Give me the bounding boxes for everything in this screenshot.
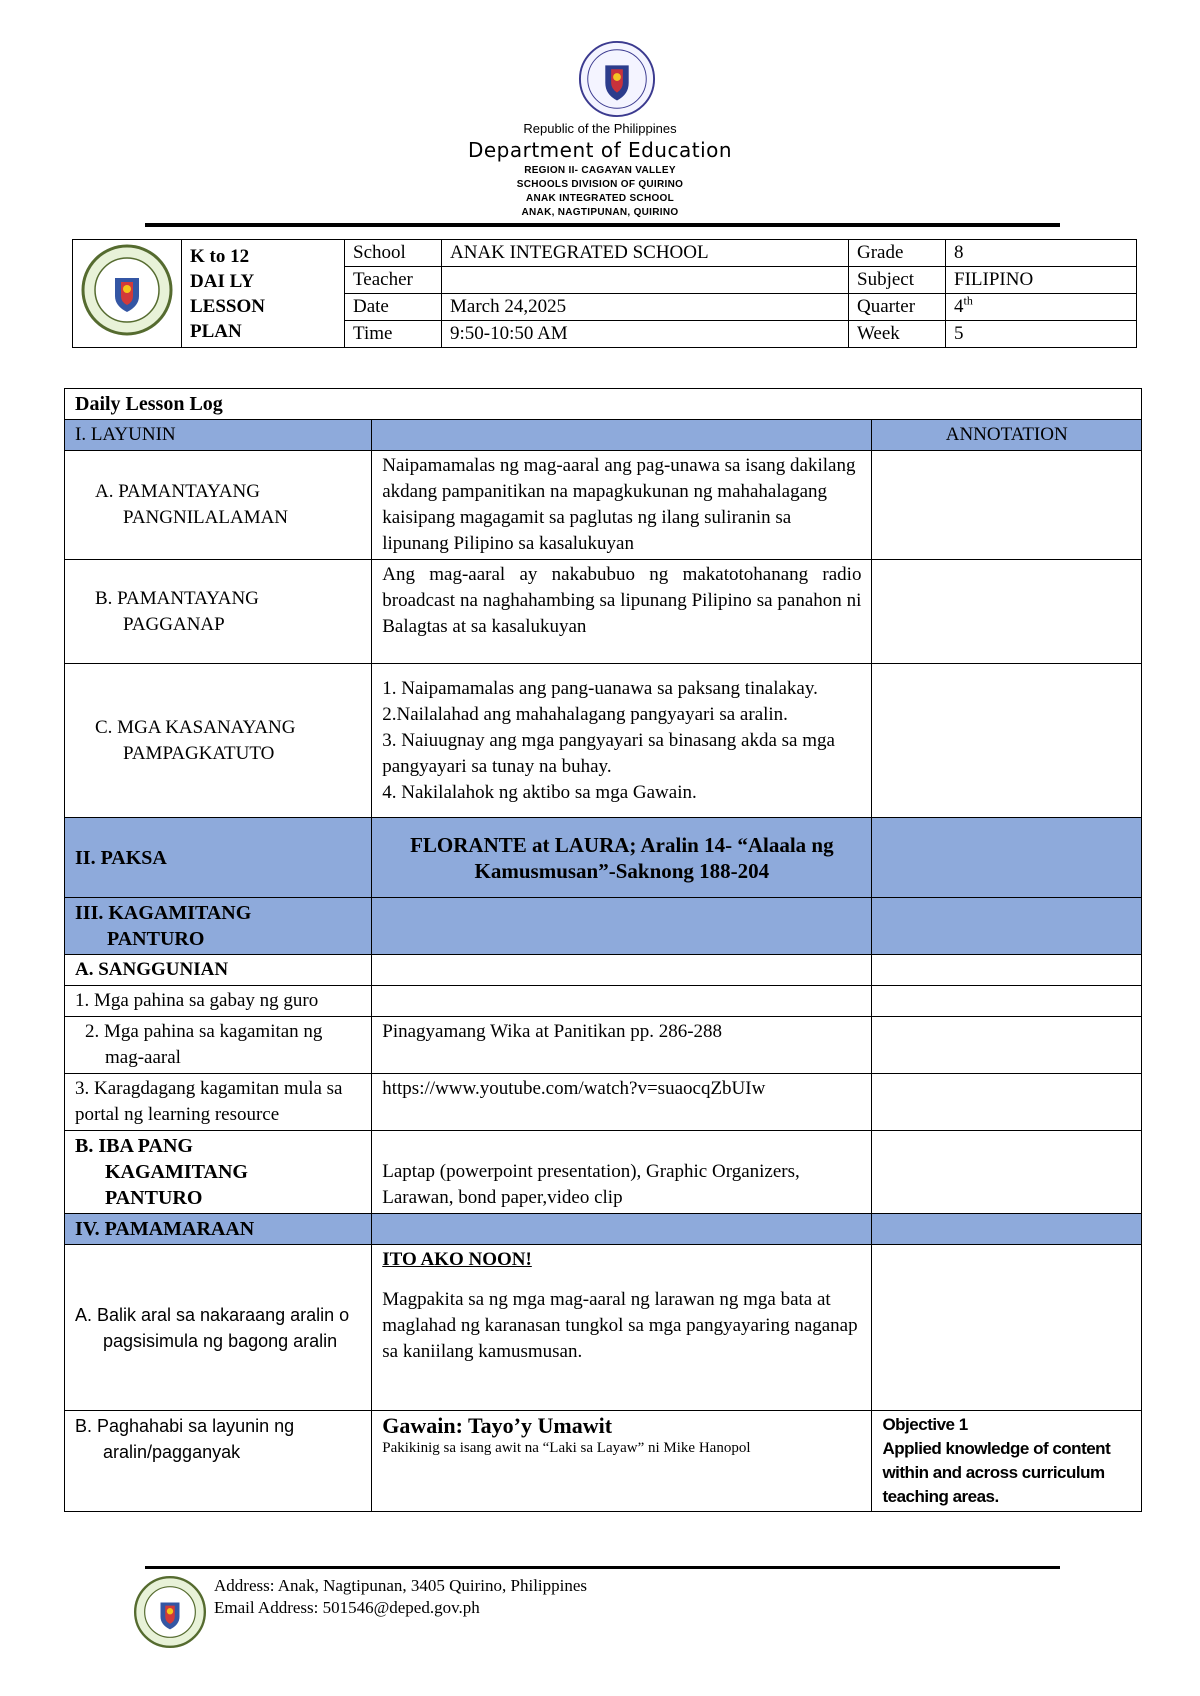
- gabay-guro-label: 1. Mga pahina sa gabay ng guro: [65, 986, 372, 1017]
- quarter-label-cell: Quarter: [849, 294, 946, 321]
- label-line: aralin/pagganyak: [103, 1442, 241, 1462]
- blank-cell: [372, 1214, 872, 1245]
- pamantayang-pagganap-content: Ang mag-aaral ay nakabubuo ng makatotohanang radio broadcast na naghahambing sa lipunang Pilipino sa panahon ni Balagtas at sa kasalukuyan: [372, 560, 872, 664]
- grade-label-cell: Grade: [849, 240, 946, 267]
- sanggunian-heading: A. SANGGUNIAN: [65, 955, 372, 986]
- dll-title-line: PLAN: [190, 320, 242, 342]
- learning-resource-link[interactable]: https://www.youtube.com/watch?v=suaocqZbUIw: [372, 1074, 872, 1131]
- week-label-cell: Week: [849, 321, 946, 348]
- list-item: 2.Nailalahad ang mahahalagang pangyayari sa aralin.: [382, 703, 788, 725]
- label-line: PANTURO: [105, 1187, 203, 1209]
- department-label: Department of Education: [467, 138, 733, 162]
- layunin-heading: I. LAYUNIN: [65, 420, 372, 451]
- annotation-heading: ANNOTATION: [872, 420, 1142, 451]
- dll-title-line: LESSON: [190, 295, 265, 317]
- kasanayang-pampagkatuto-content: [372, 664, 872, 818]
- activity-title: ITO AKO NOON!: [382, 1249, 532, 1270]
- annotation-cell: [872, 560, 1142, 664]
- footer-email[interactable]: Email Address: 501546@deped.gov.ph: [214, 1598, 480, 1617]
- label-line: 2. Mga pahina sa kagamitan ng: [85, 1021, 323, 1042]
- list-item: 3. Naiuugnay ang mga pangyayari sa binasang akda sa mga pangyayari sa tunay na buhay.: [382, 729, 835, 777]
- label-line: B. PAMANTAYANG: [95, 587, 259, 609]
- iba-pang-kagamitan-value: Laptap (powerpoint presentation), Graphic Organizers, Larawan, bond paper,video clip: [372, 1131, 872, 1214]
- balik-aral-label: [65, 1245, 372, 1411]
- grade-value-cell: 8: [946, 240, 1137, 267]
- annotation-cell: [872, 664, 1142, 818]
- annotation-cell: [872, 818, 1142, 898]
- list-item: 1. Naipamamalas ang pang-uanawa sa paksang tinalakay.: [382, 677, 818, 699]
- label-line: PANTURO: [107, 928, 205, 950]
- school-logo-cell: [73, 240, 182, 348]
- subject-label-cell: Subject: [849, 267, 946, 294]
- school-label: ANAK INTEGRATED SCHOOL: [525, 193, 675, 204]
- dll-title-cell: [182, 240, 345, 348]
- date-value-cell: March 24,2025: [442, 294, 849, 321]
- label-line: PAMPAGKATUTO: [123, 742, 275, 764]
- label-line: B. Paghahabi sa layunin ng: [75, 1416, 295, 1436]
- teacher-label-cell: Teacher: [345, 267, 442, 294]
- paghahabi-label: [65, 1411, 372, 1512]
- paksa-heading: II. PAKSA: [65, 818, 372, 898]
- division-label: SCHOOLS DIVISION OF QUIRINO: [516, 179, 684, 190]
- list-item: 4. Nakilalahok ng aktibo sa mga Gawain.: [382, 781, 697, 803]
- annotation-cell: [872, 1245, 1142, 1411]
- footer-divider: [145, 1566, 1060, 1569]
- gawain-subtitle: Pakikinig sa isang awit na “Laki sa Layaw” ni Mike Hanopol: [382, 1440, 751, 1456]
- quarter-suffix: th: [963, 293, 973, 308]
- paghahabi-content: [372, 1411, 872, 1512]
- footer-address: Address: Anak, Nagtipunan, 3405 Quirino, Philippines: [214, 1576, 588, 1595]
- annotation-cell: [872, 1131, 1142, 1214]
- label-line: C. MGA KASANAYANG: [95, 716, 296, 738]
- balik-aral-content: [372, 1245, 872, 1411]
- label-line: pagsisimula ng bagong aralin: [103, 1330, 338, 1351]
- iba-pang-kagamitan-label: [65, 1131, 372, 1214]
- time-value-cell: 9:50-10:50 AM: [442, 321, 849, 348]
- header-divider: [145, 223, 1060, 227]
- footer-school-seal-logo: [132, 1574, 208, 1650]
- dll-title-line: DAI LY: [190, 270, 255, 292]
- school-label-cell: School: [345, 240, 442, 267]
- learning-resource-label: 3. Karagdagang kagamitan mula sa portal ng learning resource: [65, 1074, 372, 1131]
- deped-seal-logo: [578, 40, 656, 118]
- label-line: A. Balik aral sa nakaraang aralin o: [75, 1304, 350, 1325]
- annotation-cell: [872, 955, 1142, 986]
- republic-label: Republic of the Philippines: [523, 121, 677, 136]
- region-label: REGION II- CAGAYAN VALLEY: [524, 165, 676, 176]
- label-line: PAGGANAP: [123, 613, 225, 635]
- blank-cell: [372, 955, 872, 986]
- objective-text: Applied knowledge of content within and across curriculum teaching areas.: [882, 1439, 1111, 1506]
- annotation-cell: [872, 986, 1142, 1017]
- label-line: mag-aaral: [105, 1047, 181, 1068]
- annotation-cell: [872, 1074, 1142, 1131]
- kagamitan-mag-aaral-value: Pinagyamang Wika at Panitikan pp. 286-288: [372, 1017, 872, 1074]
- objective-title: Objective 1: [882, 1415, 968, 1434]
- lesson-info-table: [72, 239, 1137, 348]
- blank-cell: [372, 986, 872, 1017]
- label-line: A. PAMANTAYANG: [95, 481, 260, 502]
- teacher-value-cell: [442, 267, 849, 294]
- date-label-cell: Date: [345, 294, 442, 321]
- label-line: III. KAGAMITANG: [75, 902, 252, 924]
- school-seal-logo: [79, 242, 175, 338]
- pamamaraan-heading: IV. PAMAMARAAN: [65, 1214, 372, 1245]
- annotation-cell: [872, 1017, 1142, 1074]
- kasanayang-pampagkatuto-label: [65, 664, 372, 818]
- annotation-cell: [872, 1214, 1142, 1245]
- label-line: KAGAMITANG: [105, 1161, 248, 1183]
- quarter-value-cell: [946, 294, 1137, 321]
- kagamitang-panturo-heading: [65, 898, 372, 955]
- blank-cell: [372, 898, 872, 955]
- daily-lesson-log-table: [64, 388, 1142, 1512]
- kagamitan-mag-aaral-label: [65, 1017, 372, 1074]
- daily-lesson-log-title: Daily Lesson Log: [65, 389, 1142, 420]
- paksa-content: FLORANTE at LAURA; Aralin 14- “Alaala ng Kamusmusan”-Saknong 188-204: [372, 818, 872, 898]
- pamantayang-pangnilalaman-content: Naipamamalas ng mag-aaral ang pag-unawa sa isang dakilang akdang pampanitikan na mapagkukunan ng mahahalagang kaisipang magagamit sa paglutas ng ilang suliranin sa lipunang Pilipino sa kasalukuyan: [372, 451, 872, 560]
- pamantayang-pangnilalaman-label: [65, 451, 372, 560]
- week-value-cell: 5: [946, 321, 1137, 348]
- pamantayang-pagganap-label: [65, 560, 372, 664]
- school-value-cell: ANAK INTEGRATED SCHOOL: [442, 240, 849, 267]
- annotation-cell: [872, 898, 1142, 955]
- quarter-value: 4: [954, 296, 964, 317]
- activity-description: Magpakita sa ng mga mag-aaral ng larawan ng mga bata at maglahad ng karanasan tungkol sa mga pangyayaring naganap sa kaniilang kamusmusan.: [382, 1289, 858, 1362]
- objective-annotation: [872, 1411, 1142, 1512]
- time-label-cell: Time: [345, 321, 442, 348]
- school-address-label: ANAK, NAGTIPUNAN, QUIRINO: [521, 207, 679, 218]
- label-line: PANGNILALAMAN: [123, 507, 289, 528]
- label-line: B. IBA PANG: [75, 1135, 193, 1157]
- gawain-title: Gawain: Tayo’y Umawit: [382, 1413, 613, 1438]
- subject-value-cell: FILIPINO: [946, 267, 1137, 294]
- annotation-cell: [872, 451, 1142, 560]
- dll-title-line: K to 12: [190, 245, 250, 267]
- layunin-blank: [372, 420, 872, 451]
